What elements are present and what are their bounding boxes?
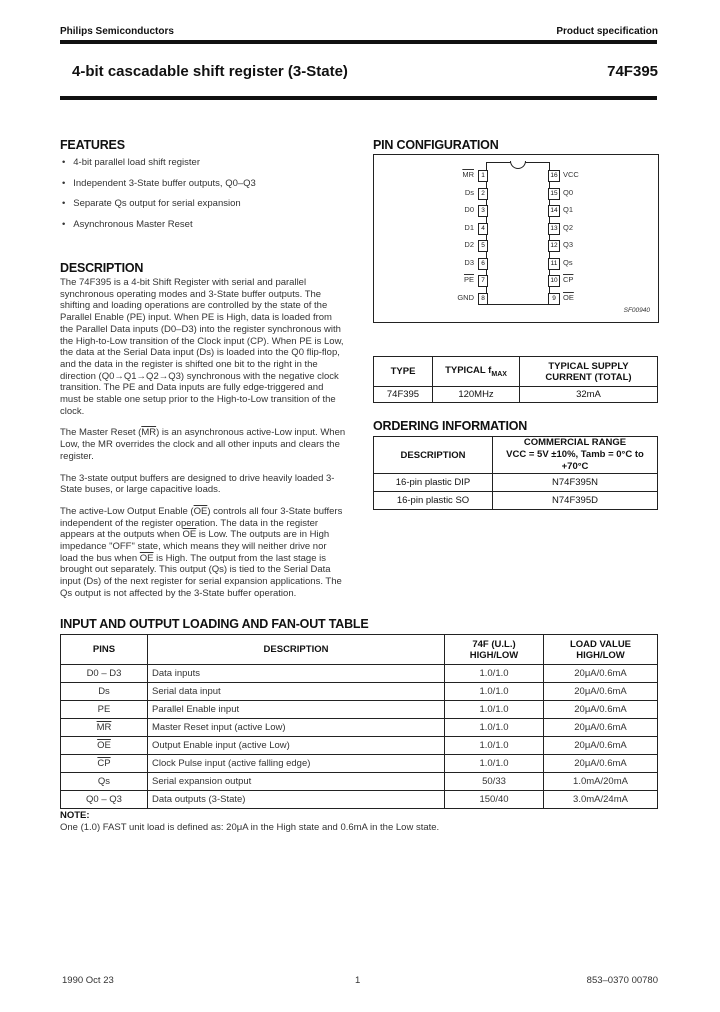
- fanout-table: [60, 634, 658, 809]
- unit-load-cell: 1.0/1.0: [445, 665, 544, 683]
- pin-number-left: 4: [478, 223, 488, 235]
- pin-number-right: 14: [548, 205, 560, 217]
- load-value-cell: 3.0mA/24mA: [544, 791, 658, 809]
- unit-load-cell: 1.0/1.0: [445, 755, 544, 773]
- table-row: [61, 701, 658, 719]
- pin-number-left: 8: [478, 293, 488, 305]
- table-row: [61, 683, 658, 701]
- load-value-cell: 20μA/0.6mA: [544, 665, 658, 683]
- pin-label-left: D0: [464, 205, 474, 214]
- ordering-description-header: DESCRIPTION: [374, 437, 493, 474]
- note-label: NOTE:: [60, 810, 90, 821]
- table-row: [61, 665, 658, 683]
- pin-number-right: 13: [548, 223, 560, 235]
- pin-cell: $\overline{MR}$: [61, 719, 148, 737]
- load-value-header: LOAD VALUE HIGH/LOW: [544, 635, 658, 665]
- package-cell: 16-pin plastic DIP: [374, 474, 493, 492]
- load-value-cell: 1.0mA/20mA: [544, 773, 658, 791]
- description-cell: Output Enable input (active Low): [148, 737, 445, 755]
- unit-load-cell: 50/33: [445, 773, 544, 791]
- pin-label-left: $\overline{PE}$: [463, 275, 474, 284]
- fmax-header: TYPICAL $f_{MAX}$: [433, 357, 520, 387]
- footer-date: 1990 Oct 23: [62, 975, 114, 986]
- description-cell: Parallel Enable input: [148, 701, 445, 719]
- pin-cell: D0 – D3: [61, 665, 148, 683]
- description-body: [60, 277, 346, 610]
- pin-number-left: 3: [478, 205, 488, 217]
- feature-item: • 4-bit parallel load shift register: [62, 157, 200, 168]
- pin-number-left: 2: [478, 188, 488, 200]
- description-cell: Data inputs: [148, 665, 445, 683]
- description-heading: DESCRIPTION: [60, 261, 144, 275]
- pin-label-right: VCC: [563, 170, 579, 179]
- footer-code: 853–0370 00780: [586, 975, 658, 986]
- pin-number-right: 12: [548, 240, 560, 252]
- note-text: One (1.0) FAST unit load is defined as: 20μA in the High state and 0.6mA in the Low state.: [60, 822, 440, 833]
- order-code-cell: N74F395N: [493, 474, 658, 492]
- footer-page: 1: [355, 975, 361, 986]
- description-paragraph: The 74F395 is a 4-bit Shift Register with serial and parallel synchronous operating modes and 3-State buffer outputs. The shifting and loading operations are controlled by the state of the Parallel Enable (PE) input. When PE is High, data is loaded from the Parallel Data inputs (D0–D3) into the register synchronous with the High-to-Low transition of the Clock input (CP). When PE is Low, the data at the Serial Data input (Ds) is loaded into the Q0 flip-flop, and the data in the register is shifted one bit to the right in the direction (Q0→Q1→Q2→Q3) synchronous with the negative clock transition. The PE and Data inputs are fully edge-triggered and must be stable one setup prior to the High-to-Low transition of the clock.: [60, 277, 344, 417]
- features-list: [62, 157, 256, 239]
- pins-header: PINS: [61, 635, 148, 665]
- figure-code: SF00940: [623, 307, 650, 314]
- pin-number-right: 11: [548, 258, 560, 270]
- type-cell: 74F395: [374, 387, 433, 403]
- unit-load-cell: 1.0/1.0: [445, 683, 544, 701]
- supply-cell: 32mA: [520, 387, 658, 403]
- load-value-cell: 20μA/0.6mA: [544, 737, 658, 755]
- package-cell: 16-pin plastic SO: [374, 492, 493, 510]
- pin-config-heading: PIN CONFIGURATION: [373, 138, 499, 152]
- pin-label-left: Ds: [464, 187, 474, 197]
- description-cell: Data outputs (3-State): [148, 791, 445, 809]
- unit-load-cell: 1.0/1.0: [445, 701, 544, 719]
- pin-number-right: 15: [548, 188, 560, 200]
- unit-load-cell: 1.0/1.0: [445, 719, 544, 737]
- description-cell: Master Reset input (active Low): [148, 719, 445, 737]
- table-row: [61, 773, 658, 791]
- pin-number-right: 16: [548, 170, 560, 182]
- features-heading: FEATURES: [60, 138, 125, 152]
- table-row: [61, 719, 658, 737]
- pin-number-right: 10: [548, 275, 560, 287]
- description-paragraph: The 3-state output buffers are designed to drive heavily loaded 3-State buses, or large capacitive loads.: [60, 472, 335, 496]
- pin-label-right: Q3: [563, 240, 574, 249]
- description-cell: Serial data input: [148, 683, 445, 701]
- document-type: Product specification: [556, 26, 658, 37]
- pin-number-left: 7: [478, 275, 488, 287]
- pin-cell: Qs: [61, 773, 148, 791]
- pin-label-left: GND: [457, 292, 474, 302]
- description-paragraph: The Master Reset $(\overline{MR})$ is an asynchronous active-Low input. When Low, the MR overrides the clock and all other inputs and clears the register.: [60, 427, 346, 462]
- unit-load-cell: 1.0/1.0: [445, 737, 544, 755]
- pin-cell: Ds: [61, 683, 148, 701]
- table-row: [61, 737, 658, 755]
- pin-cell: PE: [61, 701, 148, 719]
- ordering-heading: ORDERING INFORMATION: [373, 419, 528, 433]
- description-cell: Serial expansion output: [148, 773, 445, 791]
- table-row: [61, 791, 658, 809]
- fmax-cell: 120MHz: [433, 387, 520, 403]
- pin-number-right: 9: [548, 293, 560, 305]
- pin-label-right: Q1: [563, 205, 574, 214]
- description-cell: Clock Pulse input (active falling edge): [148, 755, 445, 773]
- pin-label-right: Qs: [563, 257, 573, 267]
- pin-label-left: D3: [464, 257, 474, 267]
- load-value-cell: 20μA/0.6mA: [544, 755, 658, 773]
- page-title: 4-bit cascadable shift register (3-State): [72, 63, 348, 80]
- pin-label-right: Q0: [563, 187, 574, 197]
- part-number: 74F395: [607, 63, 658, 80]
- header-rule-bottom: [60, 96, 657, 100]
- description-header: DESCRIPTION: [148, 635, 445, 665]
- company-name: Philips Semiconductors: [60, 26, 174, 37]
- ic-package: [486, 162, 550, 305]
- load-value-cell: 20μA/0.6mA: [544, 683, 658, 701]
- table-row: [61, 755, 658, 773]
- load-value-cell: 20μA/0.6mA: [544, 701, 658, 719]
- pin-diagram: [373, 154, 659, 323]
- load-value-cell: 20μA/0.6mA: [544, 719, 658, 737]
- description-paragraph: The active-Low Output Enable $(\overline{OE})$ controls all four 3-State buffers independent of the register operation. The data in the register appears at the outputs when $\overline{OE}$ is Low. The outputs are in High impedance "OFF" state, which means they will neither drive nor load the bus when $\overline{OE}$ is High. The output from the last stage is brought out separately. This output (Qs) is tied to the Serial Data input (Ds) of the next register for serial expansion applications. The Qs output is not affected by the 3-State buffer operation.: [60, 505, 343, 599]
- pin-label-left: D1: [464, 222, 474, 232]
- unit-load-cell: 150/40: [445, 791, 544, 809]
- pin-number-left: 1: [478, 170, 488, 182]
- ul-header: 74F (U.L.) HIGH/LOW: [445, 635, 544, 665]
- feature-item: • Separate Qs output for serial expansion: [62, 198, 241, 209]
- pin-cell: $\overline{OE}$: [61, 737, 148, 755]
- header-rule-top: [60, 40, 657, 44]
- pin-number-left: 6: [478, 258, 488, 270]
- pin-cell: Q0 – Q3: [61, 791, 148, 809]
- pin-cell: $\overline{CP}$: [61, 755, 148, 773]
- supply-header: TYPICAL SUPPLY CURRENT (TOTAL): [520, 357, 658, 387]
- type-header: TYPE: [374, 357, 433, 387]
- feature-item: • Asynchronous Master Reset: [62, 218, 193, 230]
- pin-label-right: $\overline{CP}$: [563, 275, 574, 284]
- commercial-range-header: COMMERCIAL RANGE VCC = 5V ±10%, Tamb = 0°C to +70°C: [493, 437, 658, 474]
- feature-item: • Independent 3-State buffer outputs, Q0–Q3: [62, 177, 256, 189]
- pin-number-left: 5: [478, 240, 488, 252]
- pin-label-left: D2: [464, 240, 474, 249]
- ordering-table: [373, 436, 658, 510]
- pin-label-left: $\overline{MR}$: [462, 170, 474, 179]
- pin-label-right: $\overline{OE}$: [563, 292, 574, 302]
- order-code-cell: N74F395D: [493, 492, 658, 510]
- pin-label-right: Q2: [563, 222, 574, 232]
- type-table: [373, 356, 658, 403]
- fanout-heading: INPUT AND OUTPUT LOADING AND FAN-OUT TABLE: [60, 617, 369, 631]
